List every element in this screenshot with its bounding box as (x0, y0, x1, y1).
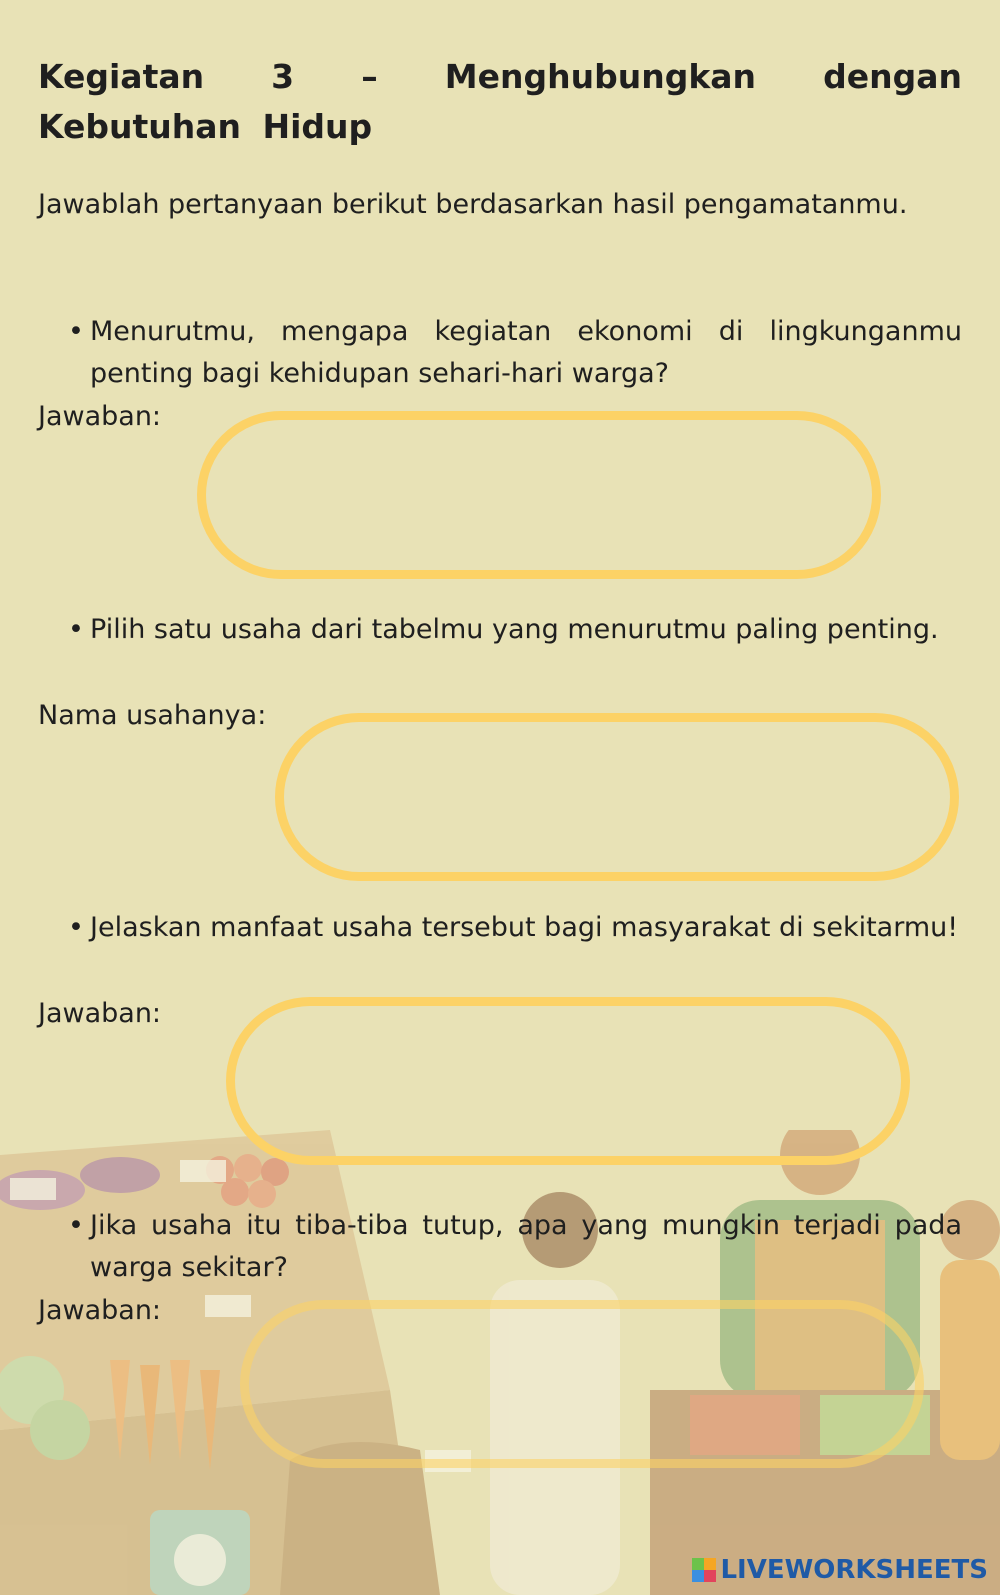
question-1: • Menurutmu, mengapa kegiatan ekonomi di lingkunganmu penting bagi kehidupan sehari-hari warga? (90, 311, 962, 395)
answer-label-2: Nama usahanya: (38, 700, 267, 731)
liveworksheets-logo-icon (692, 1558, 716, 1582)
answer-box-3[interactable] (226, 997, 910, 1165)
question-3: • Jelaskan manfaat usaha tersebut bagi masyarakat di sekitarmu! (90, 907, 962, 949)
answer-label-1: Jawaban: (38, 401, 162, 432)
instructions-text: Jawablah pertanyaan berikut berdasarkan hasil pengamatanmu. (38, 189, 908, 220)
liveworksheets-brand[interactable] (692, 1553, 988, 1587)
answer-label-3: Jawaban: (38, 998, 162, 1029)
answer-box-1[interactable] (197, 411, 881, 579)
question-4: • Jika usaha itu tiba-tiba tutup, apa yang mungkin terjadi pada warga sekitar? (90, 1205, 962, 1289)
answer-label-4: Jawaban: (38, 1295, 162, 1326)
answer-box-4[interactable] (240, 1300, 924, 1468)
activity-title: Kegiatan 3 – Menghubungkan dengan Kebutuhan Hidup (38, 57, 962, 146)
brand-name: LIVEWORKSHEETS (720, 1555, 988, 1585)
question-2: • Pilih satu usaha dari tabelmu yang menurutmu paling penting. (90, 609, 962, 651)
answer-box-2[interactable] (275, 713, 959, 881)
